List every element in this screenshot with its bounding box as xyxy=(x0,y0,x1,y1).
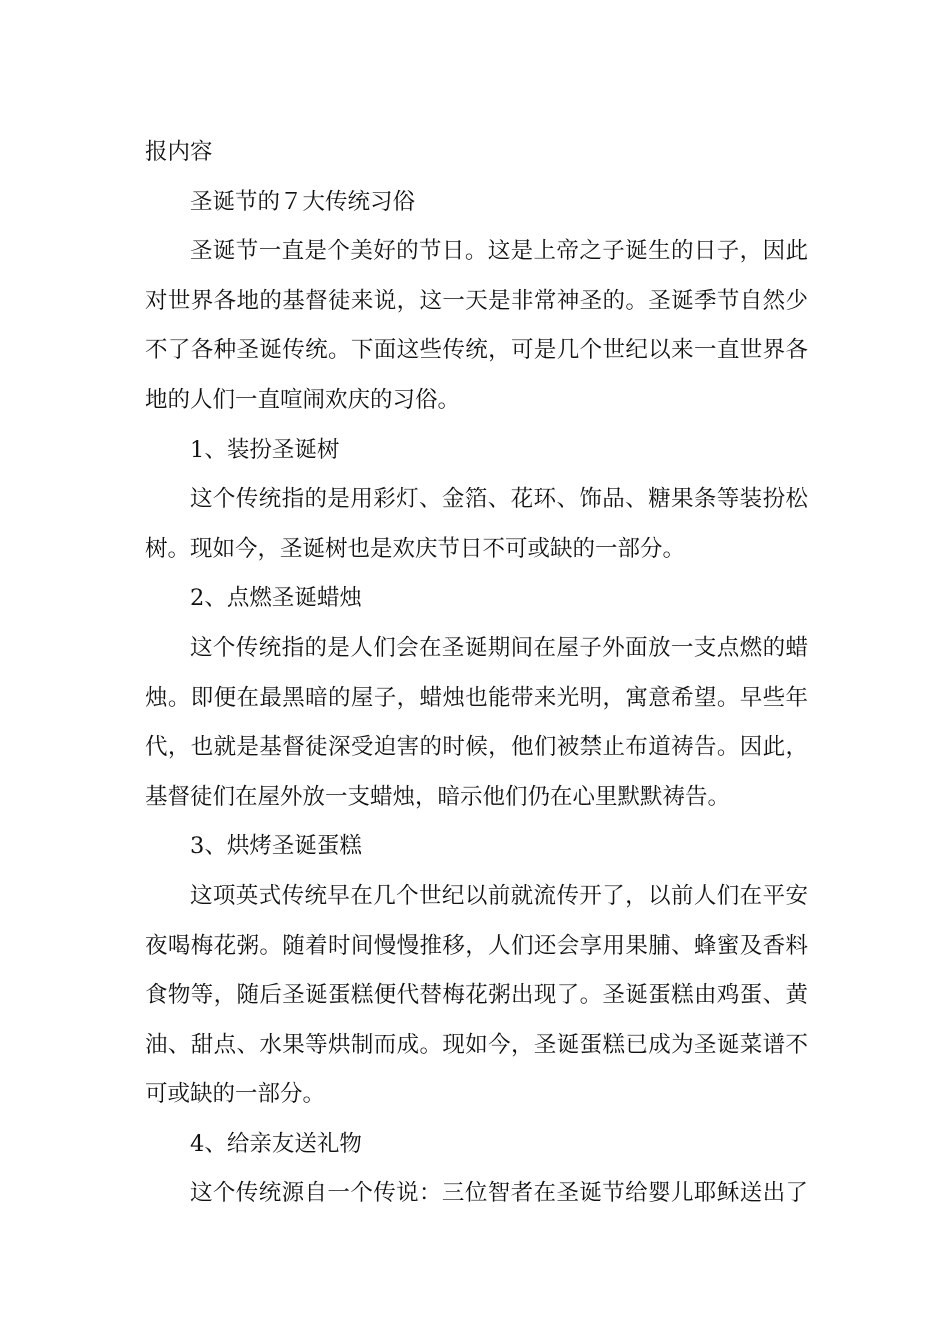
list-heading: 4、给亲友送礼物 xyxy=(190,1130,362,1157)
text-line: 对世界各地的基督徒来说，这一天是非常神圣的。圣诞季节自然少 xyxy=(145,287,808,314)
text-line: 这个传统指的是用彩灯、金箔、花环、饰品、糖果条等装扮松 xyxy=(190,486,808,513)
section-title: 圣诞节的７大传统习俗 xyxy=(190,188,416,215)
text-line: 食物等，随后圣诞蛋糕便代替梅花粥出现了。圣诞蛋糕由鸡蛋、黄 xyxy=(145,982,808,1009)
text-line: 夜喝梅花粥。随着时间慢慢推移，人们还会享用果脯、蜂蜜及香料 xyxy=(145,932,808,959)
text-line: 地的人们一直喧闹欢庆的习俗。 xyxy=(145,386,461,413)
text-line: 这个传统指的是人们会在圣诞期间在屋子外面放一支点燃的蜡 xyxy=(190,634,808,661)
list-heading: 2、点燃圣诞蜡烛 xyxy=(190,585,362,612)
text-line: 圣诞节一直是个美好的节日。这是上帝之子诞生的日子，因此 xyxy=(190,238,808,265)
text-line: 基督徒们在屋外放一支蜡烛，暗示他们仍在心里默默祷告。 xyxy=(145,783,731,810)
text-line: 不了各种圣诞传统。下面这些传统，可是几个世纪以来一直世界各 xyxy=(145,337,808,364)
text-line: 代，也就是基督徒深受迫害的时候，他们被禁止布道祷告。因此， xyxy=(145,734,808,761)
text-line: 这个传统源自一个传说：三位智者在圣诞节给婴儿耶稣送出了 xyxy=(190,1180,808,1207)
text-line: 烛。即便在最黑暗的屋子，蜡烛也能带来光明，寓意希望。早些年 xyxy=(145,684,808,711)
list-heading: 1、装扮圣诞树 xyxy=(190,436,340,463)
text-line: 油、甜点、水果等烘制而成。现如今，圣诞蛋糕已成为圣诞菜谱不 xyxy=(145,1031,808,1058)
text-line: 报内容 xyxy=(145,139,213,165)
text-line: 这项英式传统早在几个世纪以前就流传开了，以前人们在平安 xyxy=(190,882,808,909)
text-line: 可或缺的一部分。 xyxy=(145,1081,326,1108)
list-heading: 3、烘烤圣诞蛋糕 xyxy=(190,833,362,860)
text-line: 树。现如今，圣诞树也是欢庆节日不可或缺的一部分。 xyxy=(145,535,686,562)
document-body xyxy=(145,128,808,1219)
